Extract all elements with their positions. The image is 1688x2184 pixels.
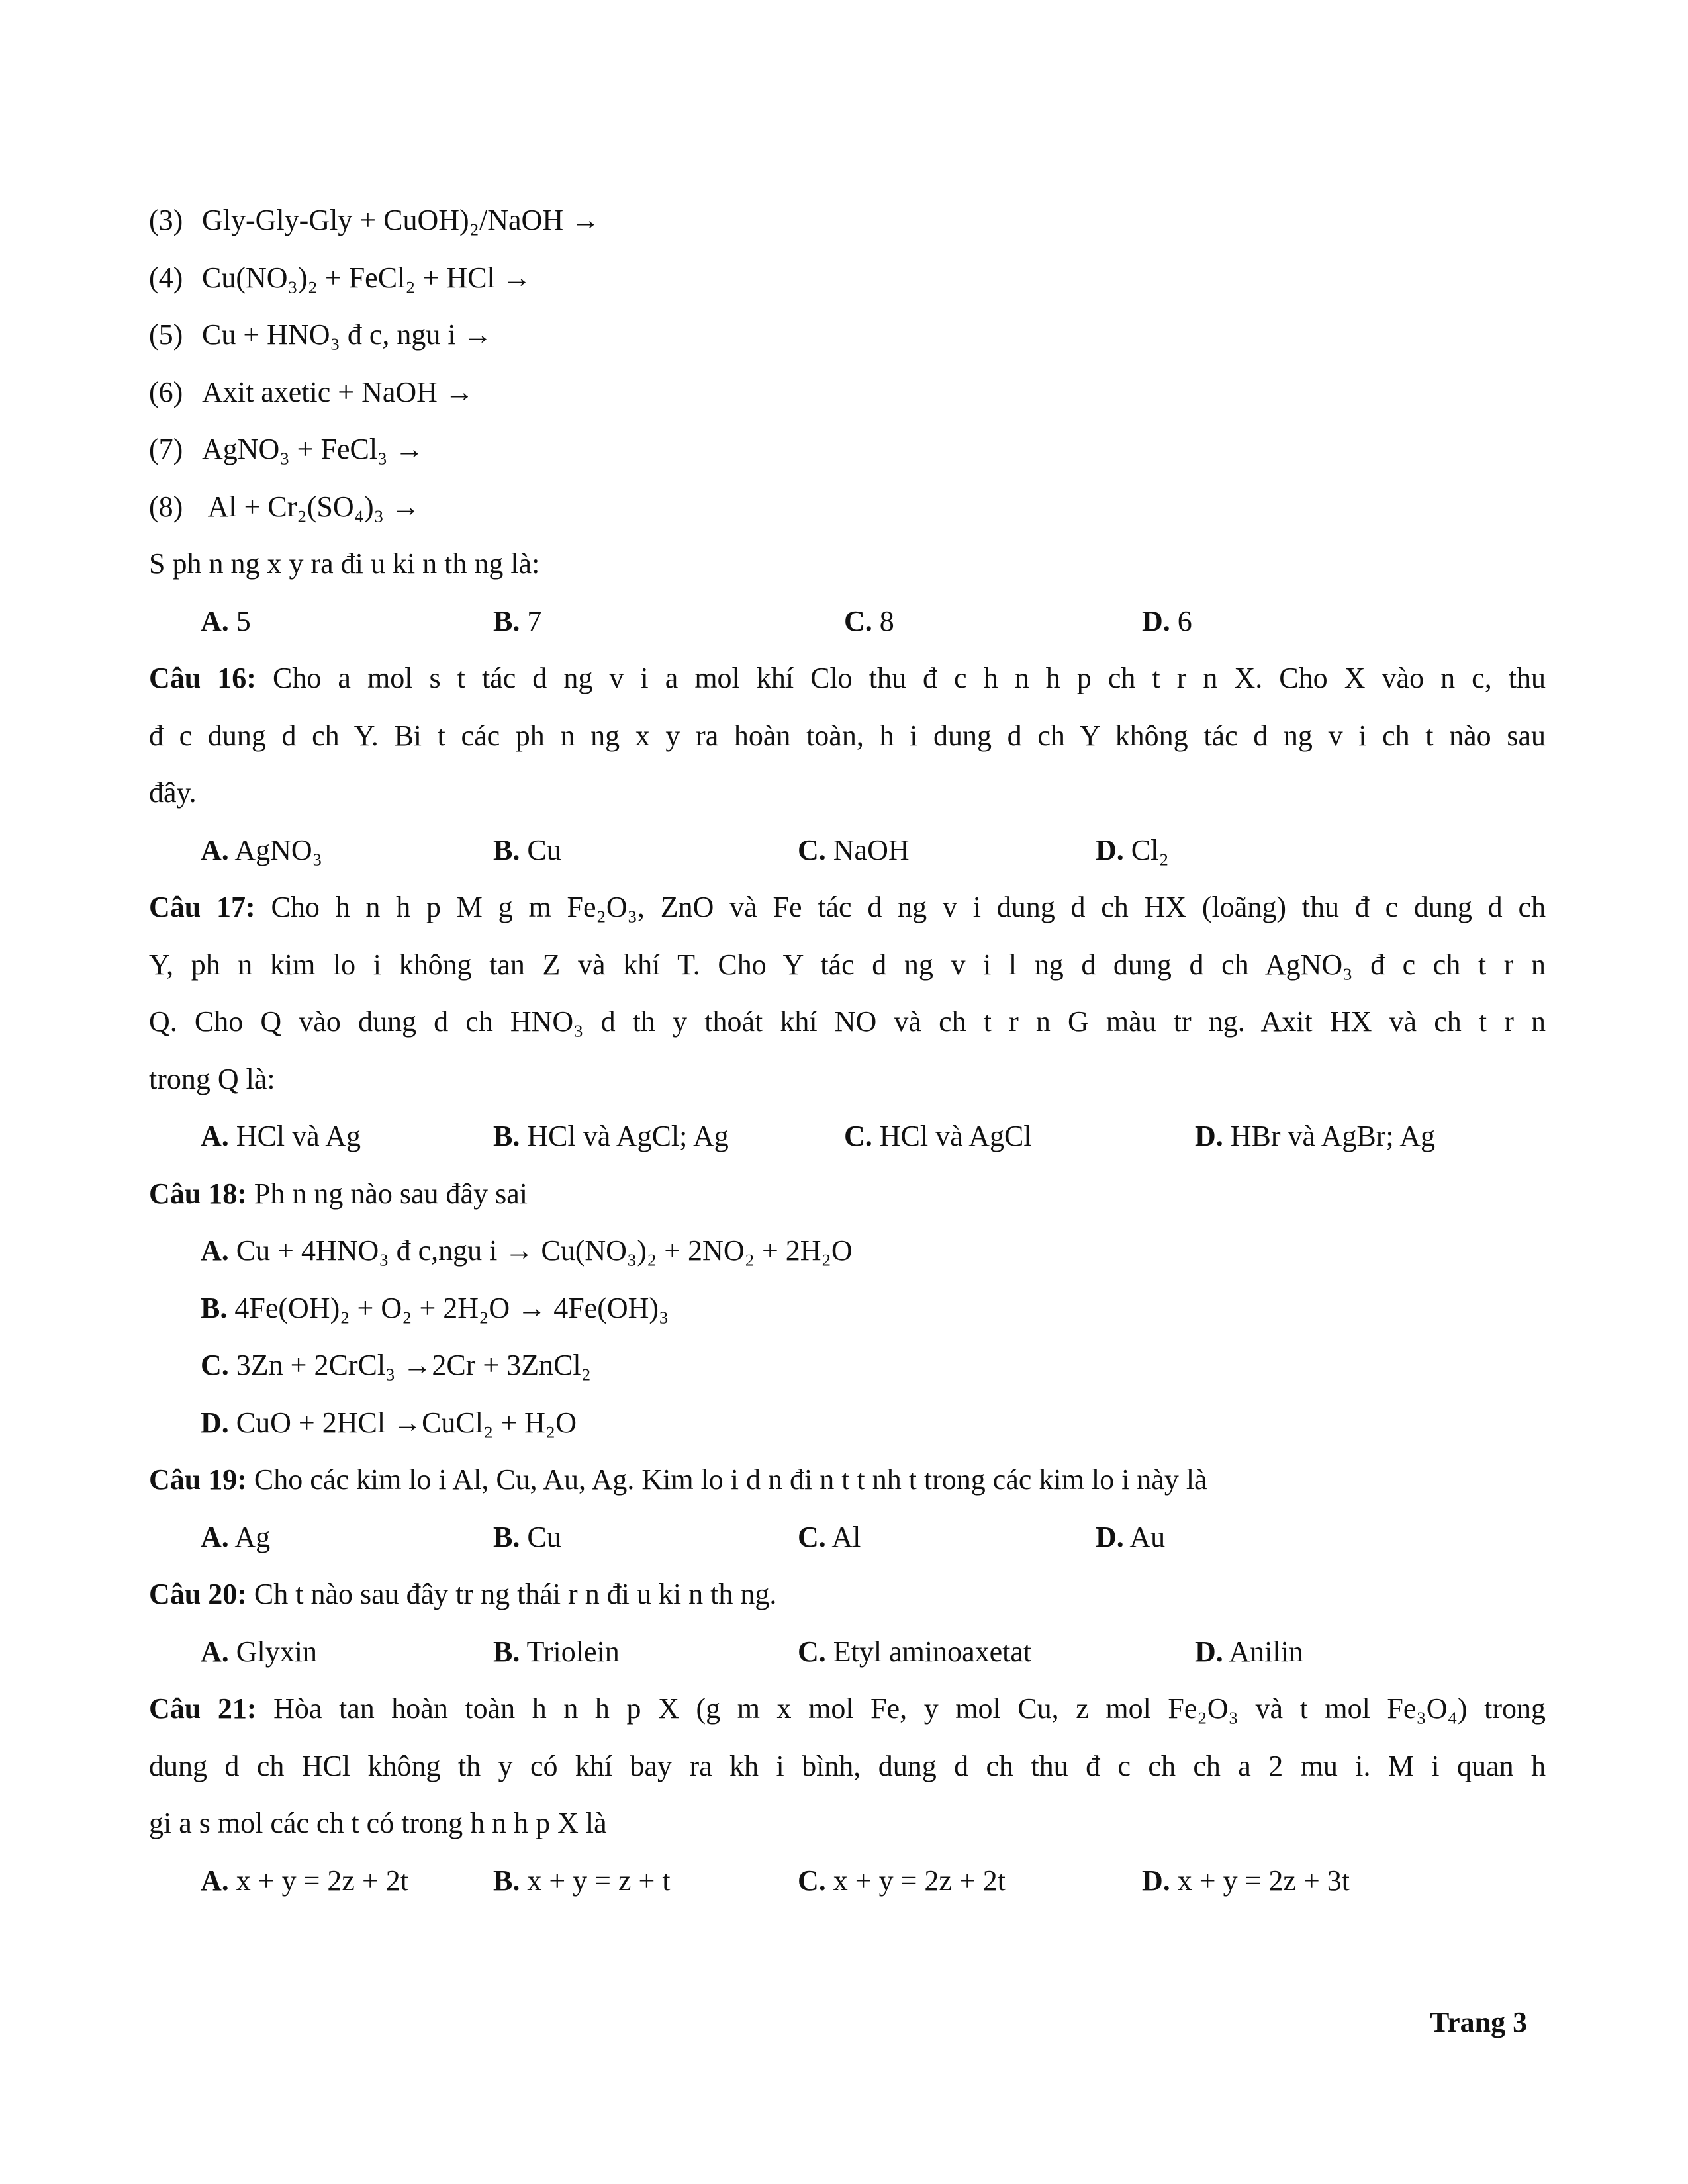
question-18-option-d[interactable]: D. CuO + 2HCl →CuCl₂ + H₂O	[201, 1406, 577, 1439]
option-c[interactable]: C. 8	[844, 604, 894, 637]
question-18-option-a[interactable]: A. Cu + 4HNO₃ đ c,ngu i → Cu(NO₃)₂ + 2NO₂ + 2H₂O	[201, 1234, 853, 1267]
option-d[interactable]: D. x + y = 2z + 3t	[1142, 1864, 1350, 1897]
question-21-line-1: Câu 21: Hòa tan hoàn toàn h n h p X (g m x mol Fe, y mol Cu, z mol Fe₂O₃ và t mol Fe₃O₄) trong	[149, 1692, 1546, 1725]
question-17-line-2: Y, ph n kim lo i không tan Z và khí T. Cho Y tác d ng v i l ng d dung d ch AgNO₃ đ c ch t r n	[149, 948, 1546, 981]
question-15-options	[149, 593, 1546, 651]
reaction-4: (4) Cu(NO₃)₂ + FeCl₂ + HCl →	[149, 261, 532, 294]
option-d[interactable]: D. Anilin	[1195, 1635, 1303, 1668]
question-18-option-b[interactable]: B. 4Fe(OH)₂ + O₂ + 2H₂O → 4Fe(OH)₃	[201, 1291, 669, 1324]
question-18-stem: Câu 18: Ph n ng nào sau đây sai	[149, 1177, 528, 1210]
option-d[interactable]: D. Cl₂	[1096, 833, 1169, 866]
option-c[interactable]: C. x + y = 2z + 2t	[798, 1864, 1006, 1897]
option-a[interactable]: A. HCl và Ag	[201, 1120, 361, 1152]
question-20-stem: Câu 20: Ch t nào sau đây tr ng thái r n đi u ki n th ng.	[149, 1578, 777, 1610]
question-21-line-3: gi a s mol các ch t có trong h n h p X là	[149, 1807, 607, 1839]
reaction-7: (7) AgNO₃ + FeCl₃ →	[149, 433, 424, 465]
option-d[interactable]: D. HBr và AgBr; Ag	[1195, 1120, 1436, 1152]
reaction-3: (3) Gly-Gly-Gly + CuOH)₂/NaOH →	[149, 204, 600, 236]
option-b[interactable]: B. Cu	[493, 1520, 561, 1553]
option-c[interactable]: C. HCl và AgCl	[844, 1120, 1032, 1152]
reaction-6: (6) Axit axetic + NaOH →	[149, 375, 474, 408]
question-17-line-3: Q. Cho Q vào dung d ch HNO₃ d th y thoát khí NO và ch t r n G màu tr ng. Axit HX và ch t r n	[149, 1005, 1546, 1038]
question-20-options	[149, 1623, 1546, 1681]
question-15-stem: S ph n ng x y ra đi u ki n th ng là:	[149, 547, 540, 580]
question-16-line-2: đ c dung d ch Y. Bi t các ph n ng x y ra hoàn toàn, h i dung d ch Y không tác d ng v i ch t nào sau	[149, 719, 1546, 752]
question-19-options	[149, 1509, 1546, 1567]
option-b[interactable]: B. x + y = z + t	[493, 1864, 671, 1897]
option-c[interactable]: C. Al	[798, 1520, 861, 1553]
question-16-options	[149, 822, 1546, 880]
option-b[interactable]: B. 7	[493, 604, 542, 637]
option-c[interactable]: C. Etyl aminoaxetat	[798, 1635, 1032, 1668]
option-c[interactable]: C. NaOH	[798, 833, 910, 866]
question-16-line-1: Câu 16: Cho a mol s t tác d ng v i a mol khí Clo thu đ c h n h p ch t r n X. Cho X vào n c, thu	[149, 662, 1546, 694]
option-a[interactable]: A. x + y = 2z + 2t	[201, 1864, 408, 1897]
option-b[interactable]: B. HCl và AgCl; Ag	[493, 1120, 729, 1152]
page-number: Trang 3	[1430, 2006, 1528, 2038]
question-19-stem: Câu 19: Cho các kim lo i Al, Cu, Au, Ag. Kim lo i d n đi n t t nh t trong các kim lo i này là	[149, 1463, 1207, 1496]
option-a[interactable]: A. AgNO₃	[201, 833, 323, 866]
question-17-options	[149, 1108, 1546, 1165]
option-b[interactable]: B. Cu	[493, 833, 561, 866]
option-a[interactable]: A. Ag	[201, 1520, 271, 1553]
reaction-8: (8) Al + Cr₂(SO₄)₃ →	[149, 490, 420, 523]
option-d[interactable]: D. 6	[1142, 604, 1192, 637]
option-a[interactable]: A. Glyxin	[201, 1635, 318, 1668]
option-b[interactable]: B. Triolein	[493, 1635, 620, 1668]
question-16-line-3: đây.	[149, 776, 197, 809]
option-a[interactable]: A. 5	[201, 604, 251, 637]
document-body	[149, 192, 1546, 1909]
question-18-option-c[interactable]: C. 3Zn + 2CrCl₃ →2Cr + 3ZnCl₂	[201, 1349, 591, 1381]
reaction-5: (5) Cu + HNO₃ đ c, ngu i →	[149, 318, 492, 351]
question-21-line-2: dung d ch HCl không th y có khí bay ra kh i bình, dung d ch thu đ c ch ch a 2 mu i. M i quan h	[149, 1749, 1546, 1782]
option-d[interactable]: D. Au	[1096, 1520, 1166, 1553]
question-17-line-4: trong Q là:	[149, 1062, 275, 1095]
question-17-line-1: Câu 17: Cho h n h p M g m Fe₂O₃, ZnO và Fe tác d ng v i dung d ch HX (loãng) thu đ c dung d ch	[149, 891, 1546, 923]
question-21-options	[149, 1852, 1546, 1910]
